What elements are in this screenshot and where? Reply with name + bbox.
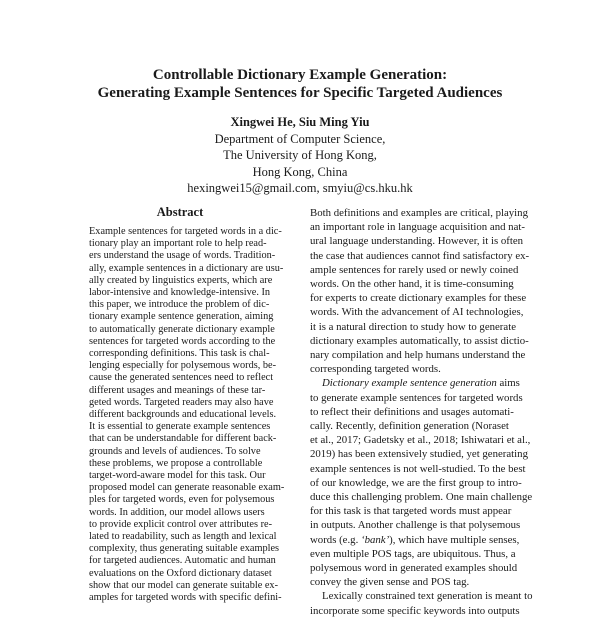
abstract-line: words. In addition, our model allows users [89, 506, 265, 518]
body-line: dictionary examples automatically, to assist dictio- [310, 334, 529, 347]
body-line: words. With the advancement of AI technologies, [310, 306, 524, 319]
body-line: in outputs. Another challenge is that polysemous [310, 519, 521, 532]
abstract-body [89, 226, 284, 604]
abstract-line: evaluations on the Oxford dictionary dataset [89, 567, 272, 579]
body-line: duce this challenging problem. One main challenge [310, 491, 533, 504]
abstract-line: lated to readability, such as length and lexical [89, 531, 277, 543]
abstract-line: Example sentences for targeted words in a dic- [89, 226, 282, 237]
abstract-line: sentences for targeted words according to the [89, 335, 276, 347]
abstract-line: It is essential to generate example sentences [89, 421, 271, 433]
abstract-line: different usages and meanings of these tar- [89, 384, 266, 396]
affiliation-line: The University of Hong Kong, [223, 148, 377, 163]
abstract-line: tionary example sentence generation, aiming [89, 311, 274, 323]
abstract-line: different backgrounds and educational levels. [89, 409, 277, 421]
abstract-line: show that our model can generate suitable ex- [89, 579, 278, 591]
body-line: 2019) has been extensively studied, yet generating [310, 448, 528, 461]
body-line: et al., 2017; Gadetsky et al., 2018; Ishiwatari et al., [310, 434, 531, 447]
body-line: for this task is that targeted words must appear [310, 505, 512, 518]
body-text [310, 206, 535, 618]
affiliation-line: Department of Computer Science, [214, 131, 386, 146]
body-line: example sentences is not well-studied. To the best [310, 462, 526, 475]
abstract-line: ally, example sentences in a dictionary are usu- [89, 262, 284, 274]
body-text-run: words (e.g. [310, 533, 361, 546]
abstract-heading: Abstract [156, 205, 204, 219]
italic-term: Dictionary example sentence generation [322, 377, 497, 390]
abstract-line: proposed model can generate reasonable exam- [89, 482, 285, 494]
body-line: Lexically constrained text generation is meant to [322, 590, 533, 603]
paper-title [0, 66, 600, 102]
abstract-line: to provide explicit control over attributes re- [89, 518, 272, 530]
abstract-line: to automatically generate dictionary example [89, 323, 275, 335]
abstract-line: tionary play an important role to help read- [89, 238, 267, 250]
abstract-line: target-word-aware model for this task. Our [89, 470, 266, 482]
body-line: cally. Recently, definition generation (Noraset [310, 420, 509, 433]
body-line: it is a natural direction to study how to generate [310, 320, 516, 333]
body-line: convey the given sense and POS tag. [310, 576, 470, 589]
author-block [0, 114, 600, 197]
body-line: of our knowledge, we are the first group to intro- [310, 476, 522, 489]
affiliation-line: Hong Kong, China [252, 164, 348, 179]
abstract-line: ers understand the usage of words. Tradition- [89, 250, 276, 262]
abstract-line: ally created by linguistics experts, which are [89, 274, 273, 286]
body-line: nary compilation and help humans understand the [310, 349, 526, 362]
abstract-line: this paper, we introduce the problem of dic- [89, 299, 270, 311]
body-line: an important role in language acquisition and nat- [310, 221, 525, 234]
title-line-2: Generating Example Sentences for Specific Targeted Audiences [97, 85, 503, 101]
body-line: for experts to create dictionary examples for these [310, 292, 527, 305]
body-line [310, 376, 535, 390]
body-text-run: ), which have multiple senses, [389, 533, 520, 546]
body-text-run: aims [496, 377, 520, 390]
abstract-line: grounds and levels of audiences. To solve [89, 445, 261, 457]
body-line: incorporate some specific keywords into outputs [310, 604, 520, 617]
author-names: Xingwei He, Siu Ming Yiu [230, 115, 370, 129]
body-line: ural language understanding. However, it is often [310, 235, 524, 248]
body-line: polysemous word in generated examples should [310, 562, 518, 575]
abstract-line: geted words. Targeted readers may also have [89, 396, 274, 408]
abstract-line: that can be understandable for different back- [89, 433, 277, 445]
abstract-line: labor-intensive and knowledge-intensive. In [89, 287, 271, 299]
abstract-line: for targeted audiences. Automatic and human [89, 555, 276, 567]
body-line: ample sentences for rarely used or newly coined [310, 263, 519, 276]
abstract-line: complexity, thus generating suitable examples [89, 543, 280, 555]
abstract-line: corresponding definitions. This task is chal- [89, 348, 270, 360]
author-emails: hexingwei15@gmail.com, smyiu@cs.hku.hk [187, 181, 413, 196]
italic-example-word: ‘bank’ [360, 533, 390, 546]
body-line [310, 533, 535, 547]
body-line: corresponding targeted words. [310, 363, 441, 376]
abstract-line: these problems, we propose a controllable [89, 457, 263, 469]
body-line: even multiple POS tags, are ubiquitous. Thus, a [310, 547, 516, 560]
abstract-line: ples for targeted words, even for polysemous [89, 494, 275, 506]
title-line-1: Controllable Dictionary Example Generation: [152, 67, 448, 83]
abstract-line: amples for targeted words with specific defini- [89, 592, 282, 604]
body-line: to reflect their definitions and usages automati- [310, 405, 514, 418]
body-line: the case that audiences cannot find satisfactory ex- [310, 249, 530, 262]
body-line: Both definitions and examples are critical, playing [310, 207, 528, 219]
abstract-line: lenging especially for polysemous words, be- [89, 360, 277, 372]
body-line: to generate example sentences for targeted words [310, 391, 523, 404]
abstract-line: cause the generated sentences need to reflect [89, 372, 274, 384]
body-line: words. On the other hand, it is time-consuming [310, 278, 514, 291]
